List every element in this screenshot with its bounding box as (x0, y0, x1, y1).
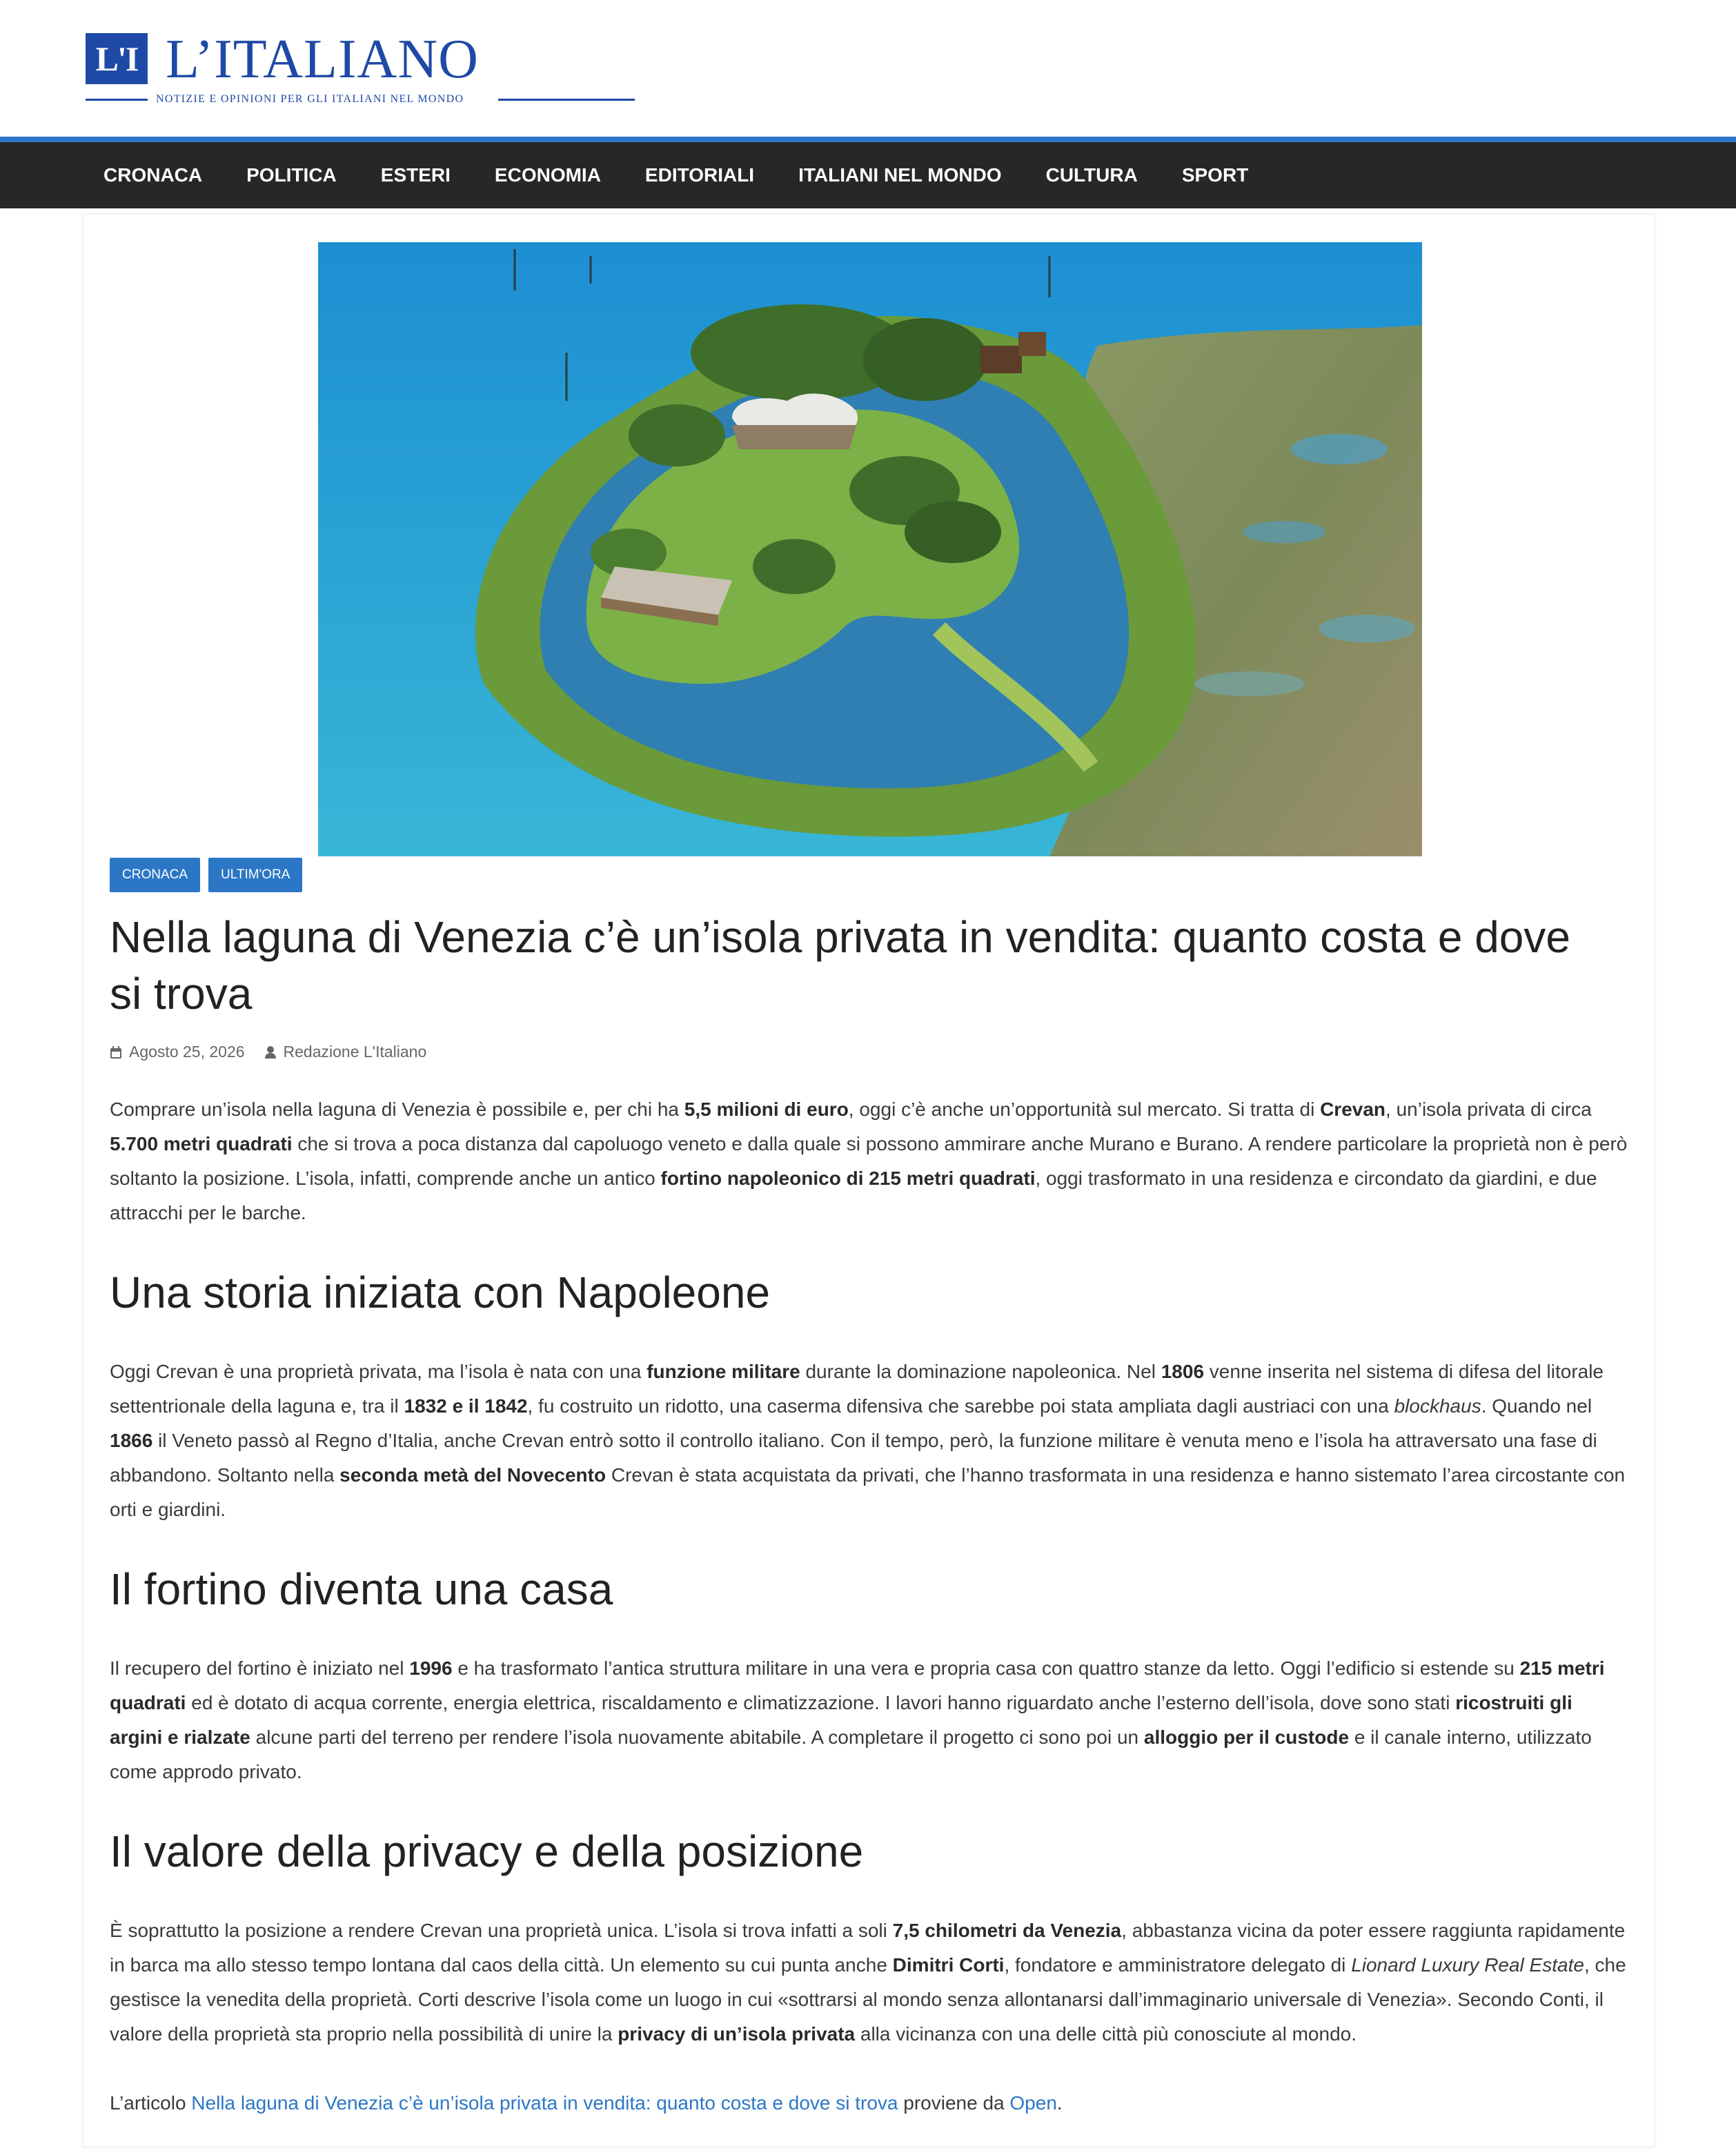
text-run: che si trova a poca distanza dal capoluogo veneto e dalla quale si possono ammirare anche Murano e Burano. A rendere particolare la proprietà non è però soltanto la posizione. L’isola, infatti, comprende anche un antico (110, 1133, 1633, 1189)
nav-item-politica[interactable]: POLITICA (246, 164, 337, 186)
text-run: e il canale interno, utilizzato come approdo privato. (110, 1726, 1597, 1782)
text-run: alcune parti del terreno per rendere l’isola nuovamente abitabile. A completare il progetto ci sono poi un (250, 1726, 1144, 1748)
text-run: Dimitri Corti (892, 1954, 1005, 1976)
article-paragraph (110, 1355, 1628, 1527)
nav-item-editoriali[interactable]: EDITORIALI (644, 164, 755, 186)
text-run: fortino napoleonico di 215 metri quadrati (660, 1168, 1036, 1189)
text-run: 1996 (409, 1657, 453, 1679)
article-title: Nella laguna di Venezia c’è un’isola privata in vendita: quanto costa e dove si trova (110, 912, 1570, 1019)
section-heading: Una storia iniziata con Napoleone (110, 1268, 771, 1317)
user-icon (264, 1045, 277, 1059)
nav-item-esteri[interactable]: ESTERI (380, 164, 451, 186)
article-paragraph (110, 1651, 1628, 1789)
text-run: alloggio per il custode (1143, 1726, 1350, 1748)
text-run: , un’isola privata di circa (1385, 1099, 1597, 1120)
nav-item-italiani-nel-mondo[interactable]: ITALIANI NEL MONDO (798, 164, 1002, 186)
article-body (110, 1092, 1633, 2155)
text-run: Comprare un’isola nella laguna di Venezia è possibile e, per chi ha (110, 1099, 684, 1120)
nav-item-cronaca[interactable]: CRONACA (103, 164, 203, 186)
text-run: 5,5 milioni di euro (684, 1099, 849, 1120)
text-run: 1806 (1161, 1361, 1205, 1382)
text-run: L’articolo (110, 2092, 192, 2114)
logo-mark: L'I (86, 33, 148, 84)
article-link[interactable]: Nella laguna di Venezia c’è un’isola privata in vendita: quanto costa e dove si trova (191, 2092, 898, 2114)
nav-item-cultura[interactable]: CULTURA (1045, 164, 1138, 186)
text-run: 1832 e il 1842 (404, 1395, 528, 1417)
text-run: . (1056, 2092, 1063, 2114)
main-nav (0, 142, 1736, 208)
article-card (83, 214, 1655, 2147)
text-run: funzione militare (647, 1361, 800, 1382)
section-heading: Il valore della privacy e della posizione (110, 1827, 864, 1876)
logo-name: L’ITALIANO (166, 29, 479, 90)
logo-rule (498, 99, 635, 101)
text-run: , oggi trasformato in una residenza e circondato da giardini, e due attracchi per le barche. (110, 1168, 1603, 1223)
nav-item-economia[interactable]: ECONOMIA (494, 164, 601, 186)
article-link[interactable]: Open (1009, 2092, 1057, 2114)
text-run: venne inserita nel sistema di difesa del litorale settentrionale della laguna e, tra il (110, 1361, 1609, 1417)
text-run: 5.700 metri quadrati (110, 1133, 293, 1154)
article-paragraph (110, 1092, 1633, 1230)
text-run: Oggi Crevan è una proprietà privata, ma l’isola è nata con una (110, 1361, 647, 1382)
article-paragraph (110, 1913, 1632, 2051)
logo-tagline: NOTIZIE E OPINIONI PER GLI ITALIANI NEL MONDO (156, 93, 464, 105)
article-meta (110, 1043, 426, 1061)
text-run: , oggi c’è anche un’opportunità sul mercato. Si tratta di (848, 1099, 1321, 1120)
text-run: seconda metà del Novecento (339, 1464, 606, 1486)
text-run: , abbastanza vicina da poter essere raggiunta rapidamente in barca ma allo stesso tempo lontana dal caos della città. Un elemento su cui punta anche (110, 1920, 1630, 1976)
tag-cronaca[interactable]: CRONACA (110, 858, 200, 892)
text-run: Crevan è stata acquistata da privati, che l’hanno trasformata in una residenza e hanno sistemato l’area circostante con orti e giardini. (110, 1464, 1630, 1520)
text-run: ricostruiti gli argini e rialzate (110, 1692, 1578, 1748)
nav-item-sport[interactable]: SPORT (1181, 164, 1249, 186)
nav-accent-bar (0, 137, 1736, 142)
tag-ultimora[interactable]: ULTIM'ORA (208, 858, 302, 892)
text-run: , fu costruito un ridotto, una caserma difensiva che sarebbe poi stata ampliata dagli austriaci con una (527, 1395, 1394, 1417)
section-heading: Il fortino diventa una casa (110, 1564, 613, 1614)
text-run: 1866 (110, 1430, 153, 1451)
text-run: , fondatore e amministratore delegato di (1004, 1954, 1352, 1976)
article-tags (110, 858, 302, 892)
text-run: È soprattutto la posizione a rendere Crevan una proprietà unica. L’isola si trova infatti a soli (110, 1920, 893, 1941)
site-header (0, 0, 1736, 137)
article-author[interactable]: Redazione L'Italiano (283, 1043, 427, 1061)
calendar-icon (110, 1045, 122, 1059)
text-run: 7,5 chilometri da Venezia (892, 1920, 1122, 1941)
text-run: Il recupero del fortino è iniziato nel (110, 1657, 410, 1679)
site-logo[interactable] (86, 29, 552, 106)
text-run: privacy di un’isola privata (618, 2023, 856, 2045)
text-run: , che gestisce la venedita della proprietà. Corti descrive l’isola come un luogo in cui «sottrarsi al mondo senza allontanarsi dall’immaginario universale di Venezia». Secondo Conti, il valore della proprietà sta proprio nella possibilità di unire la (110, 1954, 1632, 2045)
text-run: alla vicinanza con una delle città più conosciute al mondo. (855, 2023, 1357, 2045)
text-run: . Quando nel (1481, 1395, 1597, 1417)
article-date[interactable]: Agosto 25, 2026 (129, 1043, 245, 1061)
text-run: proviene da (898, 2092, 1010, 2114)
logo-rule (86, 99, 148, 101)
text-run: il Veneto passò al Regno d’Italia, anche Crevan entrò sotto il controllo italiano. Con il tempo, però, la funzione militare è venuta meno e l’isola ha attraversato una fase di abbandono. Soltanto nella (110, 1430, 1603, 1486)
article-paragraph (110, 2086, 1628, 2120)
hero-image (318, 242, 1422, 856)
text-run: Lionard Luxury Real Estate (1351, 1954, 1584, 1976)
text-run: Crevan (1320, 1099, 1386, 1120)
text-run: e ha trasformato l’antica struttura militare in una vera e propria casa con quattro stanze da letto. Oggi l’edificio si estende su (452, 1657, 1520, 1679)
text-run: ed è dotato di acqua corrente, energia elettrica, riscaldamento e climatizzazione. I lavori hanno riguardato anche l’esterno dell’isola, dove sono stati (186, 1692, 1456, 1713)
text-run: 215 metri quadrati (110, 1657, 1610, 1713)
text-run: durante la dominazione napoleonica. Nel (800, 1361, 1161, 1382)
text-run: blockhaus (1394, 1395, 1481, 1417)
